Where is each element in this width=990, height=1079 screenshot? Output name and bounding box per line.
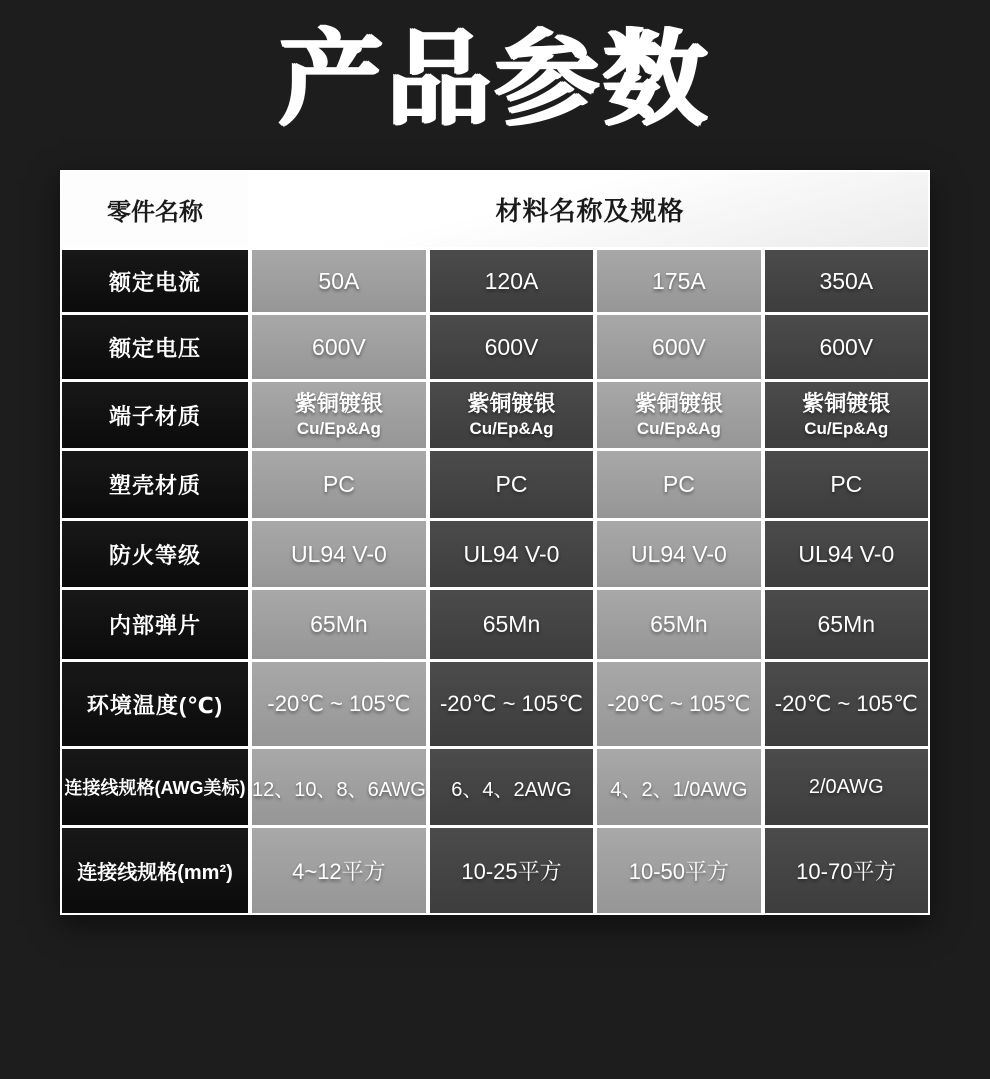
spec-cell: 120A xyxy=(430,250,593,312)
spec-cell: PC xyxy=(430,451,593,518)
spec-cell xyxy=(765,382,928,448)
spec-cell: 65Mn xyxy=(252,590,426,659)
spec-cell: 6、4、2AWG xyxy=(430,749,593,825)
row-label-shell-material: 塑壳材质 xyxy=(62,451,248,518)
header-part-name: 零件名称 xyxy=(62,172,248,247)
page-title: 产品参数 xyxy=(278,22,711,138)
material-code: Cu/Ep&Ag xyxy=(469,419,554,439)
spec-cell xyxy=(597,382,760,448)
spec-cell: -20℃ ~ 105℃ xyxy=(765,662,928,746)
spec-cell: 10-25平方 xyxy=(430,828,593,913)
spec-cell: 4、2、1/0AWG xyxy=(597,749,760,825)
spec-cell: 4~12平方 xyxy=(252,828,426,913)
material-code: Cu/Ep&Ag xyxy=(296,419,381,439)
spec-cell: PC xyxy=(765,451,928,518)
spec-cell xyxy=(252,382,426,448)
material-name: 紫铜镀银 xyxy=(634,391,723,417)
spec-cell: PC xyxy=(252,451,426,518)
spec-cell: 50A xyxy=(252,250,426,312)
spec-cell: -20℃ ~ 105℃ xyxy=(252,662,426,746)
spec-cell: 12、10、8、6AWG xyxy=(252,749,426,825)
row-label-rated-current: 额定电流 xyxy=(62,250,248,312)
spec-cell: 2/0AWG xyxy=(765,749,928,825)
spec-cell: -20℃ ~ 105℃ xyxy=(430,662,593,746)
spec-cell: 600V xyxy=(597,315,760,379)
material-code: Cu/Ep&Ag xyxy=(804,419,889,439)
spec-cell: UL94 V-0 xyxy=(597,521,760,587)
spec-cell: 10-70平方 xyxy=(765,828,928,913)
material-code: Cu/Ep&Ag xyxy=(636,419,721,439)
material-name: 紫铜镀银 xyxy=(802,391,891,417)
row-label-fire-rating: 防火等级 xyxy=(62,521,248,587)
spec-cell: -20℃ ~ 105℃ xyxy=(597,662,760,746)
spec-cell: 600V xyxy=(430,315,593,379)
spec-cell: UL94 V-0 xyxy=(252,521,426,587)
spec-cell xyxy=(430,382,593,448)
spec-cell: 65Mn xyxy=(430,590,593,659)
material-name: 紫铜镀银 xyxy=(294,391,383,417)
spec-cell: UL94 V-0 xyxy=(765,521,928,587)
row-label-wire-gauge-awg: 连接线规格(AWG美标) xyxy=(62,749,248,825)
row-label-internal-spring: 内部弹片 xyxy=(62,590,248,659)
spec-cell: UL94 V-0 xyxy=(430,521,593,587)
spec-cell: 600V xyxy=(252,315,426,379)
spec-cell: 175A xyxy=(597,250,760,312)
spec-cell: 65Mn xyxy=(765,590,928,659)
material-name: 紫铜镀银 xyxy=(467,391,556,417)
spec-cell: 600V xyxy=(765,315,928,379)
row-label-wire-gauge-mm2: 连接线规格(mm²) xyxy=(62,828,248,913)
spec-cell: 350A xyxy=(765,250,928,312)
spec-cell: 65Mn xyxy=(597,590,760,659)
product-spec-table xyxy=(60,170,930,915)
header-material-spec: 材料名称及规格 xyxy=(252,172,928,247)
row-label-terminal-material: 端子材质 xyxy=(62,382,248,448)
spec-cell: PC xyxy=(597,451,760,518)
spec-cell: 10-50平方 xyxy=(597,828,760,913)
row-label-rated-voltage: 额定电压 xyxy=(62,315,248,379)
row-label-ambient-temperature: 环境温度(℃) xyxy=(62,662,248,746)
